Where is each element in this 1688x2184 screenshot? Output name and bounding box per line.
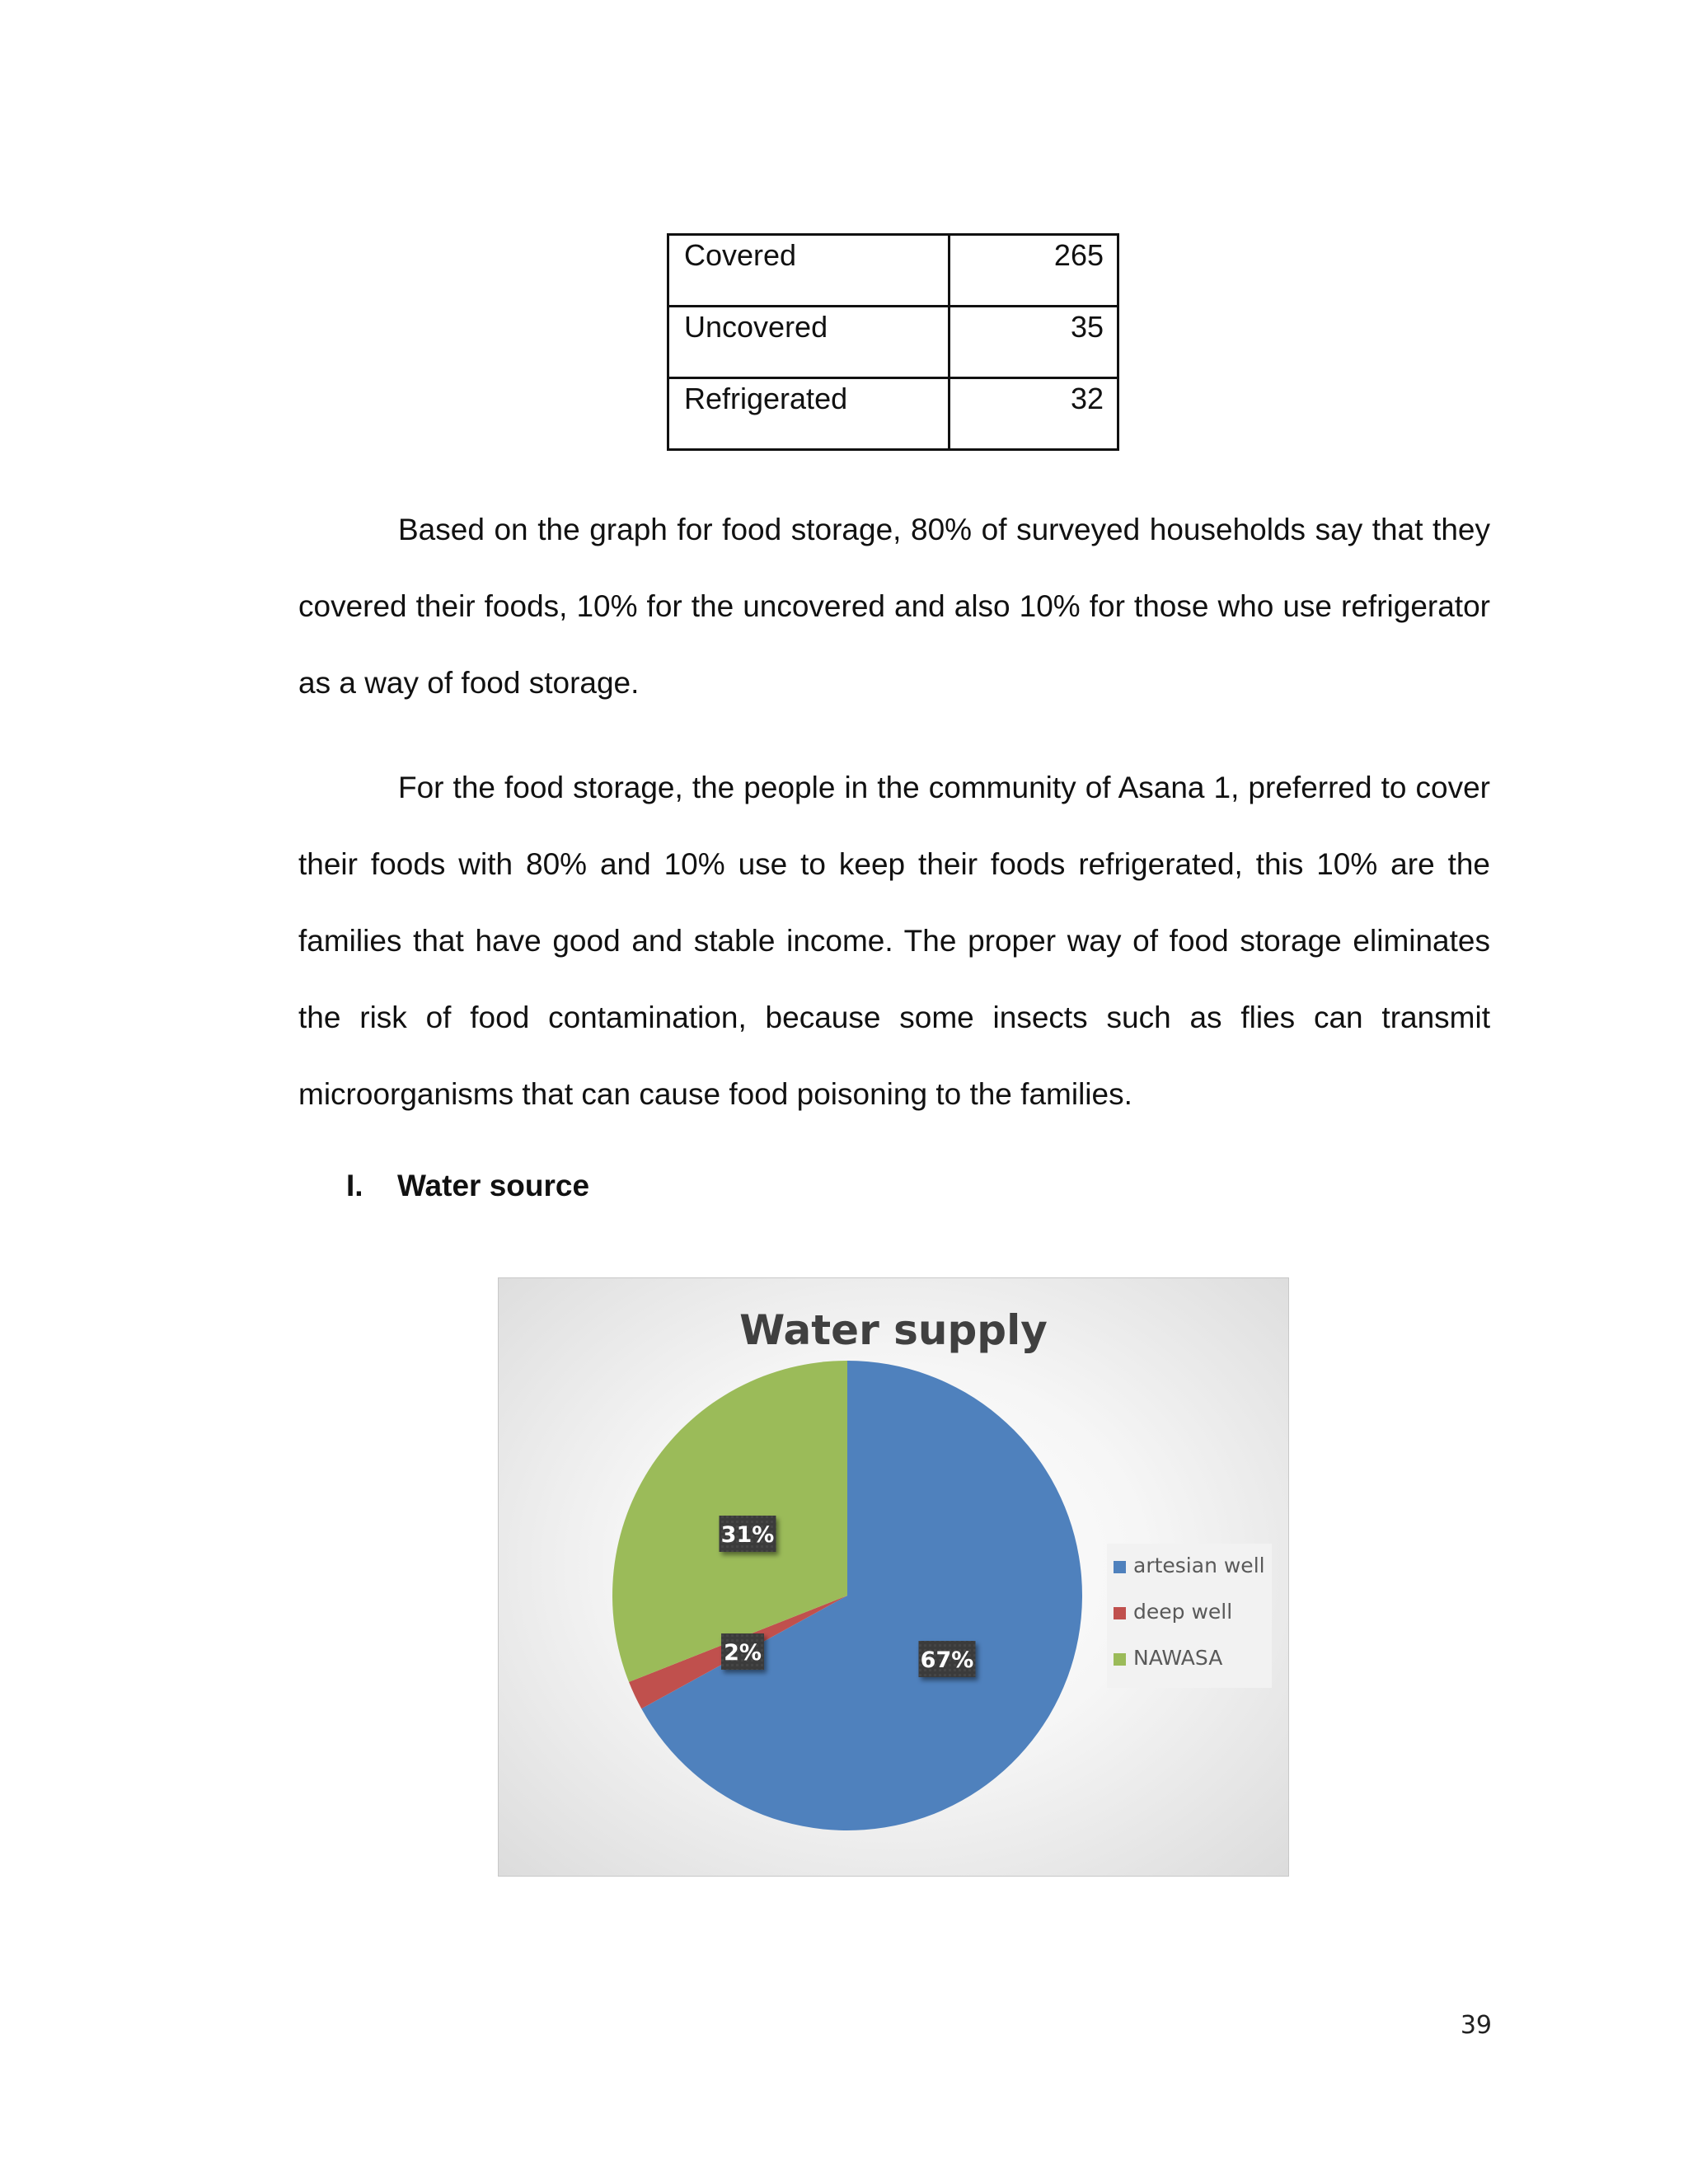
paragraph-food-storage-summary: Based on the graph for food storage, 80% of surveyed households say that they covered their foods, 10% for the uncovered and also 10% for those who use refrigerator as a way of food storage. — [298, 513, 1490, 700]
legend-swatch — [1114, 1561, 1126, 1573]
table-row — [668, 235, 1118, 307]
pie-slices — [612, 1361, 1082, 1830]
table-cell-value: 32 — [950, 378, 1118, 450]
section-title: Water source — [397, 1169, 590, 1202]
data-label-text: 2% — [724, 1640, 762, 1666]
table-cell-label: Uncovered — [668, 307, 950, 378]
table-cell-value: 265 — [950, 235, 1118, 307]
legend-swatch — [1114, 1607, 1126, 1619]
section-heading — [346, 1169, 589, 1203]
data-label-deep-well — [721, 1633, 764, 1670]
data-label-nawasa — [720, 1516, 776, 1552]
legend-label: NAWASA — [1133, 1646, 1223, 1670]
chart-legend — [1107, 1544, 1272, 1688]
water-supply-chart — [498, 1277, 1289, 1877]
legend-label: artesian well — [1133, 1554, 1265, 1577]
table-cell-label: Covered — [668, 235, 950, 307]
paragraph-food-storage-discussion: For the food storage, the people in the community of Asana 1, preferred to cover their foods with 80% and 10% use to keep their foods refrigerated, this 10% are the families that have good and stable income. The proper way of food storage eliminates the risk of food contamination, because some insects such as flies can transmit microorganisms that can cause food poisoning to the families. — [298, 771, 1490, 1111]
data-label-artesian-well — [919, 1641, 976, 1677]
table-row — [668, 307, 1118, 378]
section-number: I. — [346, 1169, 363, 1202]
table-cell-label: Refrigerated — [668, 378, 950, 450]
table-row — [668, 378, 1118, 450]
food-storage-table — [667, 233, 1119, 451]
data-label-text: 67% — [920, 1647, 974, 1673]
legend-swatch — [1114, 1653, 1126, 1666]
legend-item-artesian-well — [1114, 1554, 1265, 1577]
pie-chart-svg — [499, 1278, 1288, 1876]
chart-title: Water supply — [739, 1306, 1048, 1354]
page-number: 39 — [1460, 2011, 1492, 2040]
legend-label: deep well — [1133, 1600, 1233, 1624]
data-label-text: 31% — [720, 1522, 775, 1548]
table-cell-value: 35 — [950, 307, 1118, 378]
